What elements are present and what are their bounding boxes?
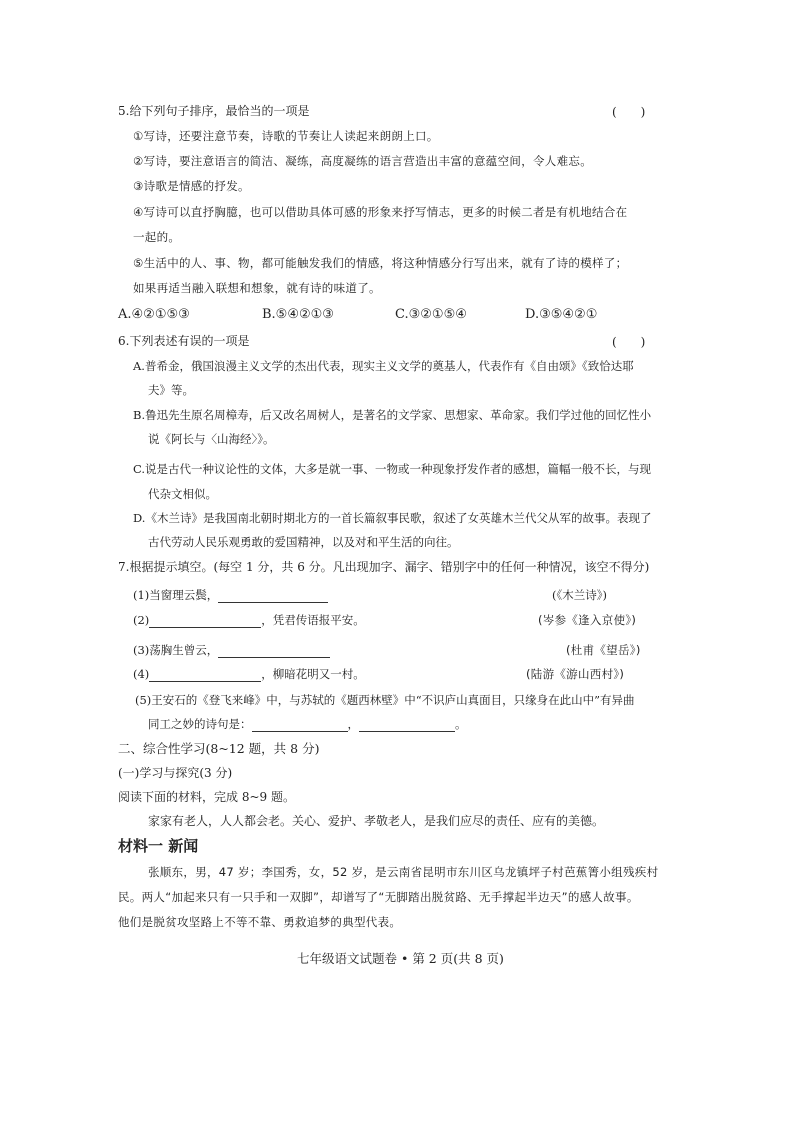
q7-item-3-blank[interactable] [218,645,330,658]
material-1-line3: 他们是脱贫攻坚路上不等不靠、勇救追梦的典型代表。 [118,915,402,929]
q6-option-c-line1: C.说是古代一种议论性的文体，大多是就一事、一物或一种现象抒发作者的感想，篇幅一般不长，与现 [133,462,652,476]
q7-item-2-prefix: (2) [133,613,150,627]
material-1-title: 材料一 新闻 [118,837,199,855]
q5-option-a: A.④②①⑤③ [118,307,190,322]
q6-option-b-line2: 说《阿长与〈山海经〉》。 [148,432,275,446]
q7-item-2 [133,612,365,628]
q6-option-c-line2: 代杂文相似。 [148,487,217,501]
q7-item-1-source: (《木兰诗》) [552,588,607,602]
q5-option-b: B.⑤④②①③ [262,307,334,322]
q6-stem: 6.下列表述有误的一项是 [118,334,250,348]
q7-stem: 7.根据提示填空。(每空 1 分，共 6 分。凡出现加字、漏字、错别字中的任何一种情况，该空不得分) [118,560,650,574]
q5-sentence-2: ②写诗，要注意语言的简洁、凝练，高度凝练的语言营造出丰富的意蕴空间，令人难忘。 [133,154,593,168]
q6-option-b-line1: B.鲁迅先生原名周樟寿，后又改名周树人，是著名的文学家、思想家、革命家。我们学过他的回忆性小 [133,408,652,422]
q7-item-1-text: (1)当窗理云鬓， [133,588,219,602]
page-footer: 七年级语文试题卷 • 第 2 页(共 8 页) [297,951,504,966]
q7-item-5-blank-1[interactable] [252,719,348,732]
q7-item-5-line1: (5)王安石的《登飞来峰》中，与苏轼的《题西林壁》中“不识庐山真面目，只缘身在此山中”有异曲 [135,693,635,707]
q7-item-3-source: (杜甫《望岳》) [566,643,641,657]
q5-sentence-5a: ⑤生活中的人、事、物，都可能触发我们的情感，将这种情感分行写出来，就有了诗的模样了； [133,256,628,270]
q6-option-a-line2: 夫》等。 [148,383,194,397]
q7-item-3-text: (3)荡胸生曾云， [133,643,219,657]
q7-item-4-prefix: (4) [133,667,150,681]
q7-item-5-blank-2[interactable] [359,719,455,732]
q7-item-5-end: 。 [455,717,467,731]
q6-answer-paren: ( ) [612,335,646,349]
material-1-line1: 张顺东，男，47 岁；李国秀，女，52 岁，是云南省昆明市东川区乌龙镇坪子村芭蕉箐小组残疾村 [148,865,659,879]
q7-item-4-source: (陆游《游山西村》) [526,667,625,681]
q7-item-4-text: ，柳暗花明又一村。 [261,667,365,681]
q7-item-5-line2 [148,716,467,732]
q7-item-4 [133,666,365,682]
q7-item-3 [133,642,330,658]
q5-answer-paren: ( ) [612,105,646,119]
section-2-subtitle: (一)学习与探究(3 分) [118,766,233,780]
q5-sentence-3: ③诗歌是情感的抒发。 [133,179,250,193]
q6-option-d-line2: 古代劳动人民乐观勇敢的爱国精神，以及对和平生活的向往。 [148,535,459,549]
section-2-intro: 家家有老人，人人都会老。关心、爱护、孝敬老人，是我们应尽的责任、应有的美德。 [148,814,605,828]
q5-sentence-5b: 如果再适当融入联想和想象，就有诗的味道了。 [133,281,381,295]
material-1-line2: 民。两人“加起来只有一只手和一双脚”，却谱写了“无脚踏出脱贫路、无手撑起半边天”的感人故事。 [118,890,639,904]
q5-sentence-4b: 一起的。 [133,230,181,244]
q7-item-5-separator: ， [347,717,359,731]
q5-option-d: D.③⑤④②① [525,307,598,322]
q7-item-2-blank[interactable] [149,615,261,628]
q7-item-1 [133,587,328,603]
q5-stem: 5.给下列句子排序，最恰当的一项是 [118,104,310,118]
q6-option-d-line1: D.《木兰诗》是我国南北朝时期北方的一首长篇叙事民歌，叙述了女英雄木兰代父从军的故事。表现了 [133,511,652,525]
q5-sentence-1: ①写诗，还要注意节奏，诗歌的节奏让人读起来朗朗上口。 [133,129,439,143]
q7-item-2-source: (岑参《逢入京使》) [538,613,637,627]
q7-item-4-blank[interactable] [149,669,261,682]
q5-sentence-4a: ④写诗可以直抒胸臆，也可以借助具体可感的形象来抒写情志，更多的时候二者是有机地结合在 [133,205,628,219]
q7-item-2-text: ，凭君传语报平安。 [261,613,365,627]
q7-item-5-prompt: 同工之妙的诗句是： [148,717,252,731]
q6-option-a-line1: A.普希金，俄国浪漫主义文学的杰出代表，现实主义文学的奠基人，代表作有《自由颂》《致恰达耶 [133,359,634,373]
section-2-instruction: 阅读下面的材料，完成 8~9 题。 [118,790,295,804]
section-2-title: 二、综合性学习(8~12 题，共 8 分) [118,741,320,756]
q5-option-c: C.③②①⑤④ [395,307,467,322]
q7-item-1-blank[interactable] [218,590,328,603]
